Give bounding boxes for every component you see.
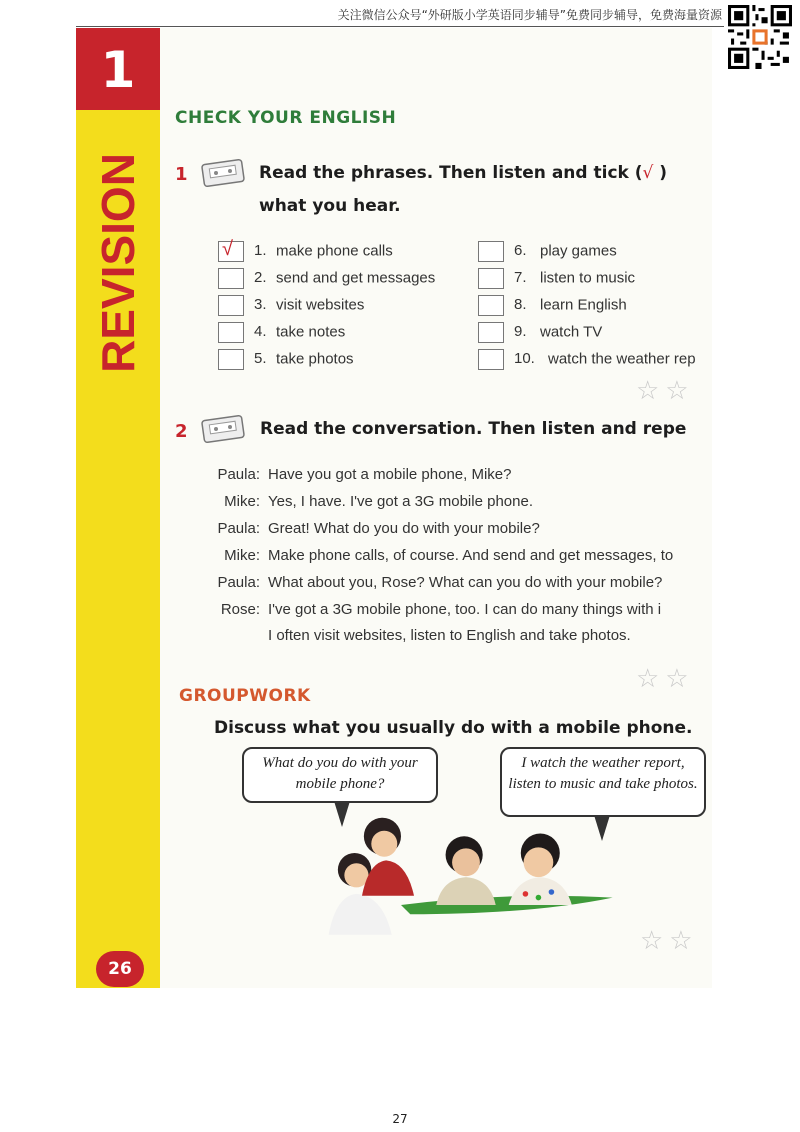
- phrase-item[interactable]: 4. take notes: [218, 322, 345, 342]
- tick-symbol: √: [642, 163, 654, 183]
- conversation-line: [204, 547, 673, 564]
- phrase-item[interactable]: 10. watch the weather rep: [478, 349, 696, 369]
- line-text: Make phone calls, of course. And send and get messages, to: [268, 547, 674, 564]
- cassette-icon: [200, 414, 246, 444]
- groupwork-instruction: Discuss what you usually do with a mobile phone.: [214, 718, 693, 738]
- speaker: Mike:: [224, 493, 260, 510]
- phrase-item[interactable]: 7. listen to music: [478, 268, 635, 288]
- rating-stars-icon: ☆☆: [636, 664, 695, 694]
- phrase-text: send and get messages: [276, 269, 436, 287]
- tick-box[interactable]: [478, 322, 504, 343]
- unit-number-box: [76, 28, 160, 110]
- exercise-1-instruction-line2: what you hear.: [259, 196, 401, 216]
- qr-code-icon: [728, 4, 792, 70]
- revision-label: REVISION: [92, 153, 144, 373]
- speech-bubble-right: I watch the weather report, listen to music and take photos.: [500, 747, 706, 817]
- phrase-text: watch the weather rep: [548, 350, 696, 368]
- page-number-badge: 26: [96, 951, 144, 987]
- phrase-text: learn English: [540, 296, 627, 314]
- tick-box[interactable]: [218, 349, 244, 370]
- speaker: Paula:: [217, 466, 260, 483]
- exercise-2-number: 2: [175, 421, 188, 442]
- tick-box[interactable]: [478, 295, 504, 316]
- cassette-icon: [200, 158, 246, 188]
- tick-box[interactable]: [218, 268, 244, 289]
- line-text: What about you, Rose? What can you do with your mobile?: [268, 574, 663, 591]
- conversation-line: [204, 627, 631, 644]
- speaker: Mike:: [224, 547, 260, 564]
- tick-box[interactable]: [218, 295, 244, 316]
- header-banner: 关注微信公众号“外研版小学英语同步辅导”免费同步辅导，免费海量资源: [337, 8, 722, 22]
- exercise-1-number: 1: [175, 164, 188, 185]
- line-text: Great! What do you do with your mobile?: [268, 520, 540, 537]
- tick-box[interactable]: [218, 238, 244, 262]
- speaker: Rose:: [220, 601, 260, 618]
- phrase-text: take photos: [276, 350, 354, 368]
- line-text: Yes, I have. I've got a 3G mobile phone.: [268, 493, 533, 510]
- line-text: I've got a 3G mobile phone, too. I can do many things with i: [268, 601, 662, 618]
- textbook-page: [76, 28, 712, 988]
- tick-paren: ): [653, 163, 668, 183]
- phrase-text: listen to music: [540, 269, 636, 287]
- phrase-item[interactable]: 3. visit websites: [218, 295, 364, 315]
- tick-box[interactable]: [478, 268, 504, 289]
- header-rule: [76, 26, 724, 27]
- conversation-line: [204, 493, 533, 510]
- conversation-line: [204, 520, 540, 537]
- exercise-2-instruction: Read the conversation. Then listen and repe: [260, 419, 687, 439]
- phrase-item[interactable]: 9. watch TV: [478, 322, 602, 342]
- rating-stars-icon: ☆☆: [636, 376, 695, 406]
- phrase-text: play games: [540, 242, 617, 260]
- line-text: I often visit websites, listen to English and take photos.: [268, 627, 631, 644]
- tick-box[interactable]: [478, 349, 504, 370]
- phrase-text: visit websites: [276, 296, 365, 314]
- tick-box[interactable]: [478, 241, 504, 262]
- tick-box[interactable]: [218, 322, 244, 343]
- phrase-item[interactable]: 2. send and get messages: [218, 268, 435, 288]
- phrase-text: make phone calls: [276, 242, 393, 260]
- exercise-1-instruction-text: Read the phrases. Then listen and tick (: [259, 163, 643, 183]
- speech-bubble-left: What do you do with your mobile phone?: [242, 747, 438, 803]
- phrase-text: take notes: [276, 323, 346, 341]
- rating-stars-icon: ☆☆: [640, 926, 699, 956]
- unit-number: 1: [100, 41, 136, 99]
- groupwork-heading: GROUPWORK: [179, 686, 311, 706]
- phrase-item[interactable]: √ 1. make phone calls: [218, 241, 393, 261]
- phrase-item[interactable]: 5. take photos: [218, 349, 354, 369]
- line-text: Have you got a mobile phone, Mike?: [268, 466, 512, 483]
- conversation-line: [204, 601, 661, 618]
- children-group-illustration: [306, 814, 626, 944]
- speaker: Paula:: [217, 520, 260, 537]
- phrase-text: watch TV: [540, 323, 603, 341]
- phrase-item[interactable]: 6. play games: [478, 241, 617, 261]
- conversation-line: [204, 466, 511, 483]
- phrase-item[interactable]: 8. learn English: [478, 295, 627, 315]
- exercise-1-instruction: [259, 163, 667, 183]
- speaker: Paula:: [217, 574, 260, 591]
- checkmark-icon: √: [222, 238, 233, 260]
- conversation-line: [204, 574, 662, 591]
- page-number: 27: [392, 1112, 408, 1126]
- check-your-english-heading: CHECK YOUR ENGLISH: [175, 108, 397, 128]
